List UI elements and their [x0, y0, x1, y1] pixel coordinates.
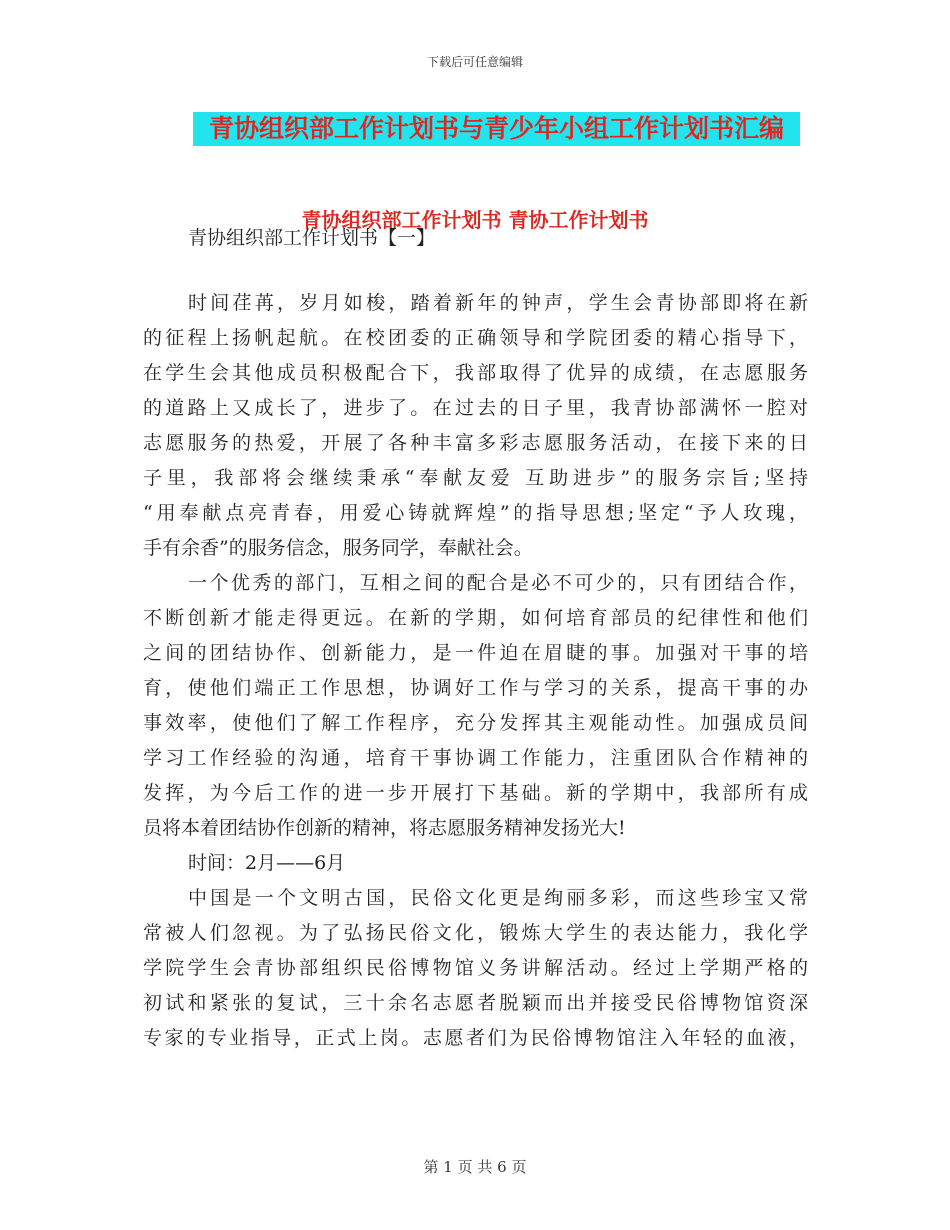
text-line: 常被人们忽视。为了弘扬民俗文化，锻炼大学生的表达能力，我化学: [143, 922, 808, 944]
text-line: 学习工作经验的沟通，培育干事协调工作能力，注重团队合作精神的: [143, 747, 808, 769]
text-line: 学院学生会青协部组织民俗博物馆义务讲解活动。经过上学期严格的: [143, 957, 808, 979]
text-line: 手有余香”的服务信念，服务同学，奉献社会。: [143, 537, 533, 559]
text-line: 发挥，为今后工作的进一步开展打下基础。新的学期中，我部所有成: [143, 782, 808, 804]
text-line: 子里，我部将会继续秉承“奉献友爱 互助进步”的服务宗旨;坚持: [143, 467, 808, 489]
header-note: 下载后可任意编辑: [426, 55, 523, 69]
text-line: 初试和紧张的复试，三十余名志愿者脱颖而出并接受民俗博物馆资深: [143, 992, 808, 1014]
text-line: “用奉献点亮青春，用爱心铸就辉煌”的指导思想;坚定“予人玫瑰，: [143, 502, 808, 524]
text-line: 不断创新才能走得更远。在新的学期，如何培育部员的纪律性和他们: [143, 607, 808, 629]
text-line: 中国是一个文明古国，民俗文化更是绚丽多彩，而这些珍宝又常: [188, 887, 808, 909]
text-line: 志愿服务的热爱，开展了各种丰富多彩志愿服务活动，在接下来的日: [143, 432, 808, 454]
text-line: 的道路上又成长了，进步了。在过去的日子里，我青协部满怀一腔对: [143, 397, 808, 419]
text-line: 专家的专业指导，正式上岗。志愿者们为民俗博物馆注入年轻的血液，: [143, 1027, 808, 1049]
text-line: 青协组织部工作计划书【一】: [188, 227, 436, 249]
text-line: 之间的团结协作、创新能力，是一件迫在眉睫的事。加强对干事的培: [143, 642, 808, 664]
document-title: 青协组织部工作计划书与青少年小组工作计划书汇编: [193, 112, 800, 146]
text-line: 员将本着团结协作创新的精神，将志愿服务精神发扬光大!: [143, 817, 626, 839]
text-line: 的征程上扬帆起航。在校团委的正确领导和学院团委的精心指导下，: [143, 327, 808, 349]
text-line: 事效率，使他们了解工作程序，充分发挥其主观能动性。加强成员间: [143, 712, 808, 734]
text-line: 育，使他们端正工作思想，协调好工作与学习的关系，提高干事的办: [143, 677, 808, 699]
text-line: 时间：2月——6月: [188, 852, 346, 874]
section-heading: 青协组织部工作计划书 青协工作计划书: [301, 208, 649, 232]
page-number: 第 1 页 共 6 页: [423, 1158, 527, 1176]
text-line: 在学生会其他成员积极配合下，我部取得了优异的成绩，在志愿服务: [143, 362, 808, 384]
text-line: 一个优秀的部门，互相之间的配合是必不可少的，只有团结合作，: [188, 572, 808, 594]
text-line: 时间荏苒，岁月如梭，踏着新年的钟声，学生会青协部即将在新: [188, 292, 808, 314]
